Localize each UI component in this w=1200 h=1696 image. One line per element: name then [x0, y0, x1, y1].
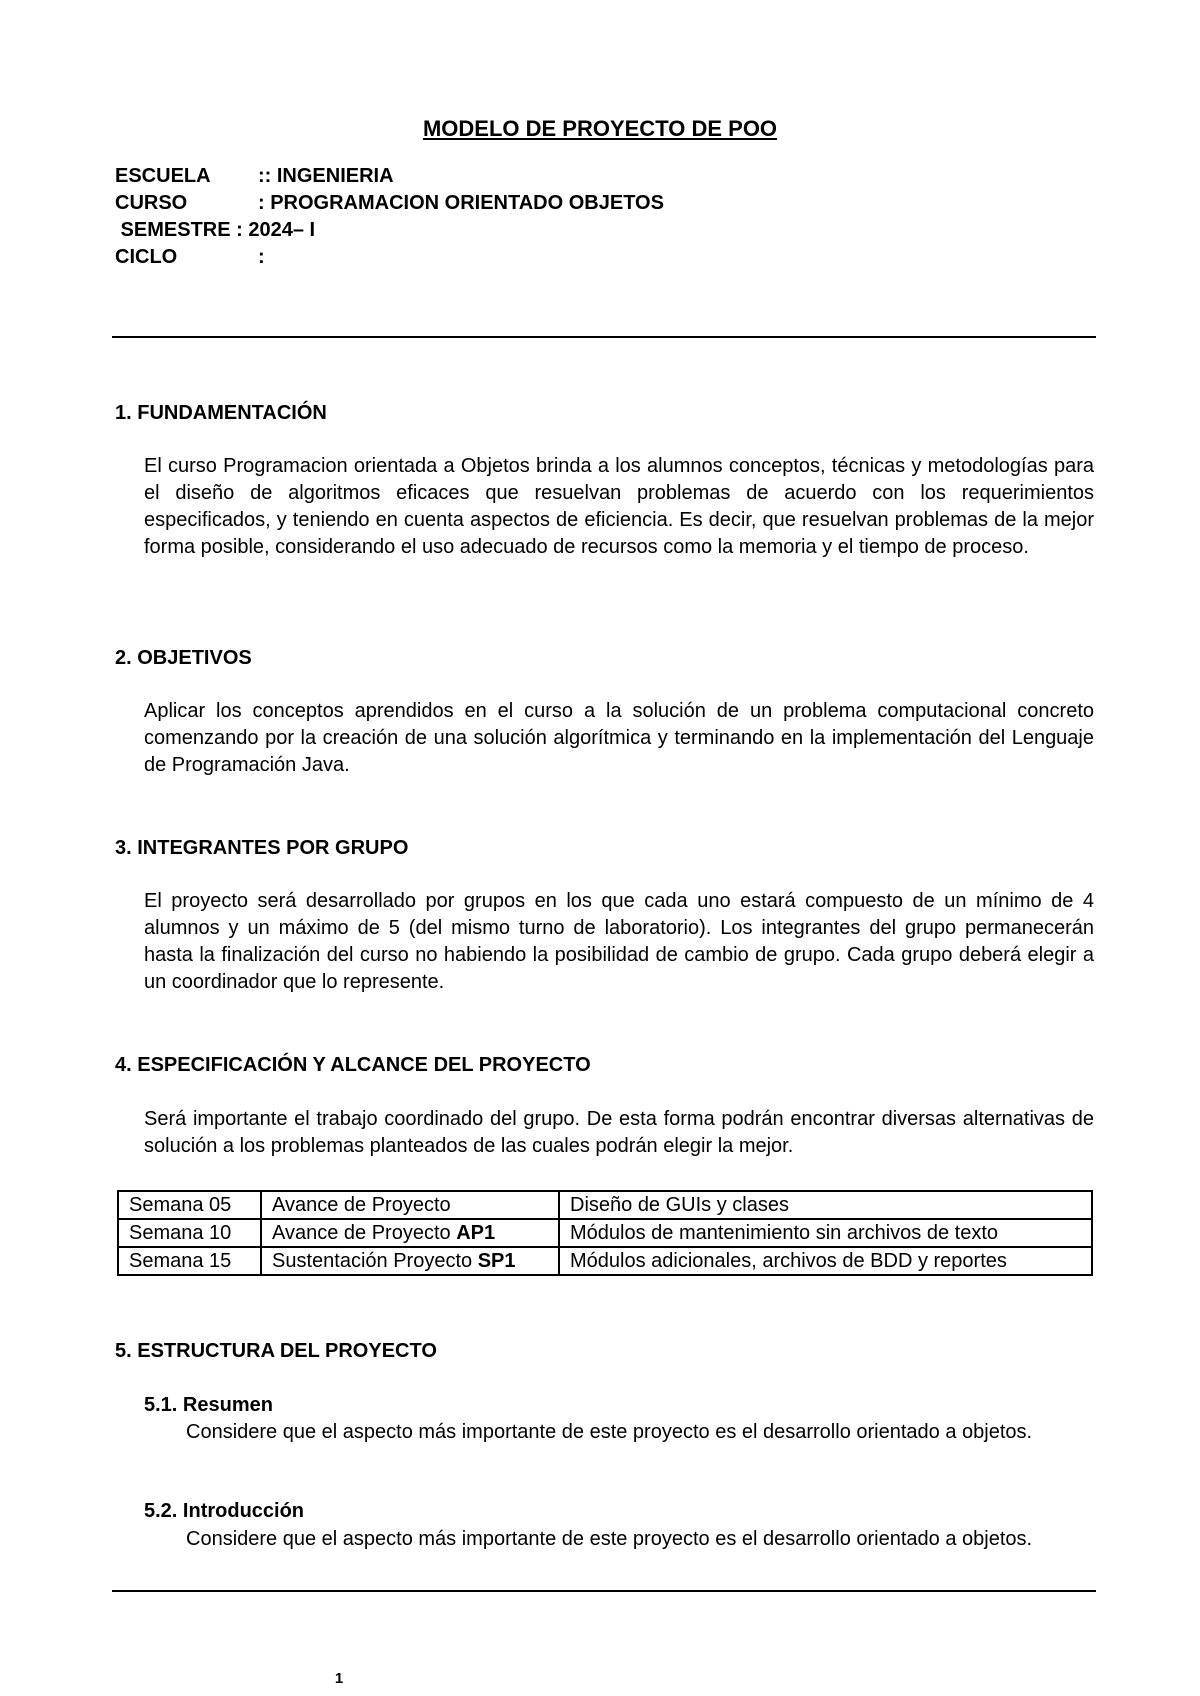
escuela-value: :: INGENIERIA: [258, 165, 394, 187]
subsection-5-1-heading: 5.1. Resumen: [144, 1394, 273, 1416]
section-3-body: El proyecto será desarrollado por grupos en los que cada uno estará compuesto de un mínimo de 4 alumnos y un máximo de 5 (del mismo turno de laboratorio). Los integrantes del grupo permanecerán hasta la finalización del curso no habiendo la posibilidad de cambio de grupo. Cada grupo deberá elegir a un coordinador que lo represente.: [144, 890, 1094, 993]
week-cell: Semana 15: [118, 1247, 261, 1275]
curso-line: [115, 190, 664, 216]
footer-divider: [112, 1590, 1096, 1592]
section-4-heading: 4. ESPECIFICACIÓN Y ALCANCE DEL PROYECTO: [115, 1054, 591, 1076]
section-1-body: El curso Programacion orientada a Objetos brinda a los alumnos conceptos, técnicas y metodologías para el diseño de algoritmos eficaces que resuelvan problemas de acuerdo con los requerimientos especificados, y teniendo en cuenta aspectos de eficiencia. Es decir, que resuelvan problemas de la mejor forma posible, considerando el uso adecuado de recursos como la memoria y el tiempo de proceso.: [144, 455, 1094, 558]
page-number: 1: [334, 1670, 344, 1687]
table-row: [118, 1247, 1092, 1275]
section-4-body: Será importante el trabajo coordinado del grupo. De esta forma podrán encontrar diversas alternativas de solución a los problemas planteados de las cuales podrán elegir la mejor.: [144, 1108, 1094, 1157]
week-cell: Semana 10: [118, 1219, 261, 1247]
section-2-body: Aplicar los conceptos aprendidos en el curso a la solución de un problema computacional concreto comenzando por la creación de una solución algorítmica y terminando en la implementación del Lenguaje de Programación Java.: [144, 700, 1094, 776]
ciclo-label: CICLO: [115, 246, 178, 268]
section-3-heading: 3. INTEGRANTES POR GRUPO: [115, 837, 409, 859]
section-1-heading: 1. FUNDAMENTACIÓN: [115, 402, 327, 424]
week-cell: Semana 05: [118, 1191, 261, 1219]
deliverable-cell: Módulos adicionales, archivos de BDD y reportes: [559, 1247, 1092, 1275]
deliverable-cell: Diseño de GUIs y clases: [559, 1191, 1092, 1219]
escuela-label: ESCUELA: [115, 165, 211, 187]
document-title: MODELO DE PROYECTO DE POO: [422, 116, 778, 141]
section-2-heading: 2. OBJETIVOS: [115, 647, 252, 669]
subsection-5-2-body: Considere que el aspecto más importante de este proyecto es el desarrollo orientado a objetos.: [186, 1528, 1033, 1550]
subsection-5-1-body: Considere que el aspecto más importante de este proyecto es el desarrollo orientado a objetos.: [186, 1421, 1033, 1443]
activity-cell: Avance de Proyecto: [261, 1191, 559, 1219]
ciclo-line: [115, 244, 265, 270]
semestre-line: SEMESTRE : 2024– I: [115, 219, 316, 241]
section-5-heading: 5. ESTRUCTURA DEL PROYECTO: [115, 1340, 437, 1362]
table-row: [118, 1219, 1092, 1247]
header-divider: [112, 336, 1096, 338]
activity-cell: Sustentación Proyecto SP1: [261, 1247, 559, 1275]
schedule-table: [117, 1190, 1093, 1276]
activity-cell: Avance de Proyecto AP1: [261, 1219, 559, 1247]
curso-value: : PROGRAMACION ORIENTADO OBJETOS: [258, 192, 664, 214]
ciclo-value: :: [258, 246, 265, 268]
escuela-line: [115, 163, 394, 189]
table-row: [118, 1191, 1092, 1219]
subsection-5-2-heading: 5.2. Introducción: [144, 1500, 305, 1522]
deliverable-cell: Módulos de mantenimiento sin archivos de texto: [559, 1219, 1092, 1247]
curso-label: CURSO: [115, 192, 188, 214]
